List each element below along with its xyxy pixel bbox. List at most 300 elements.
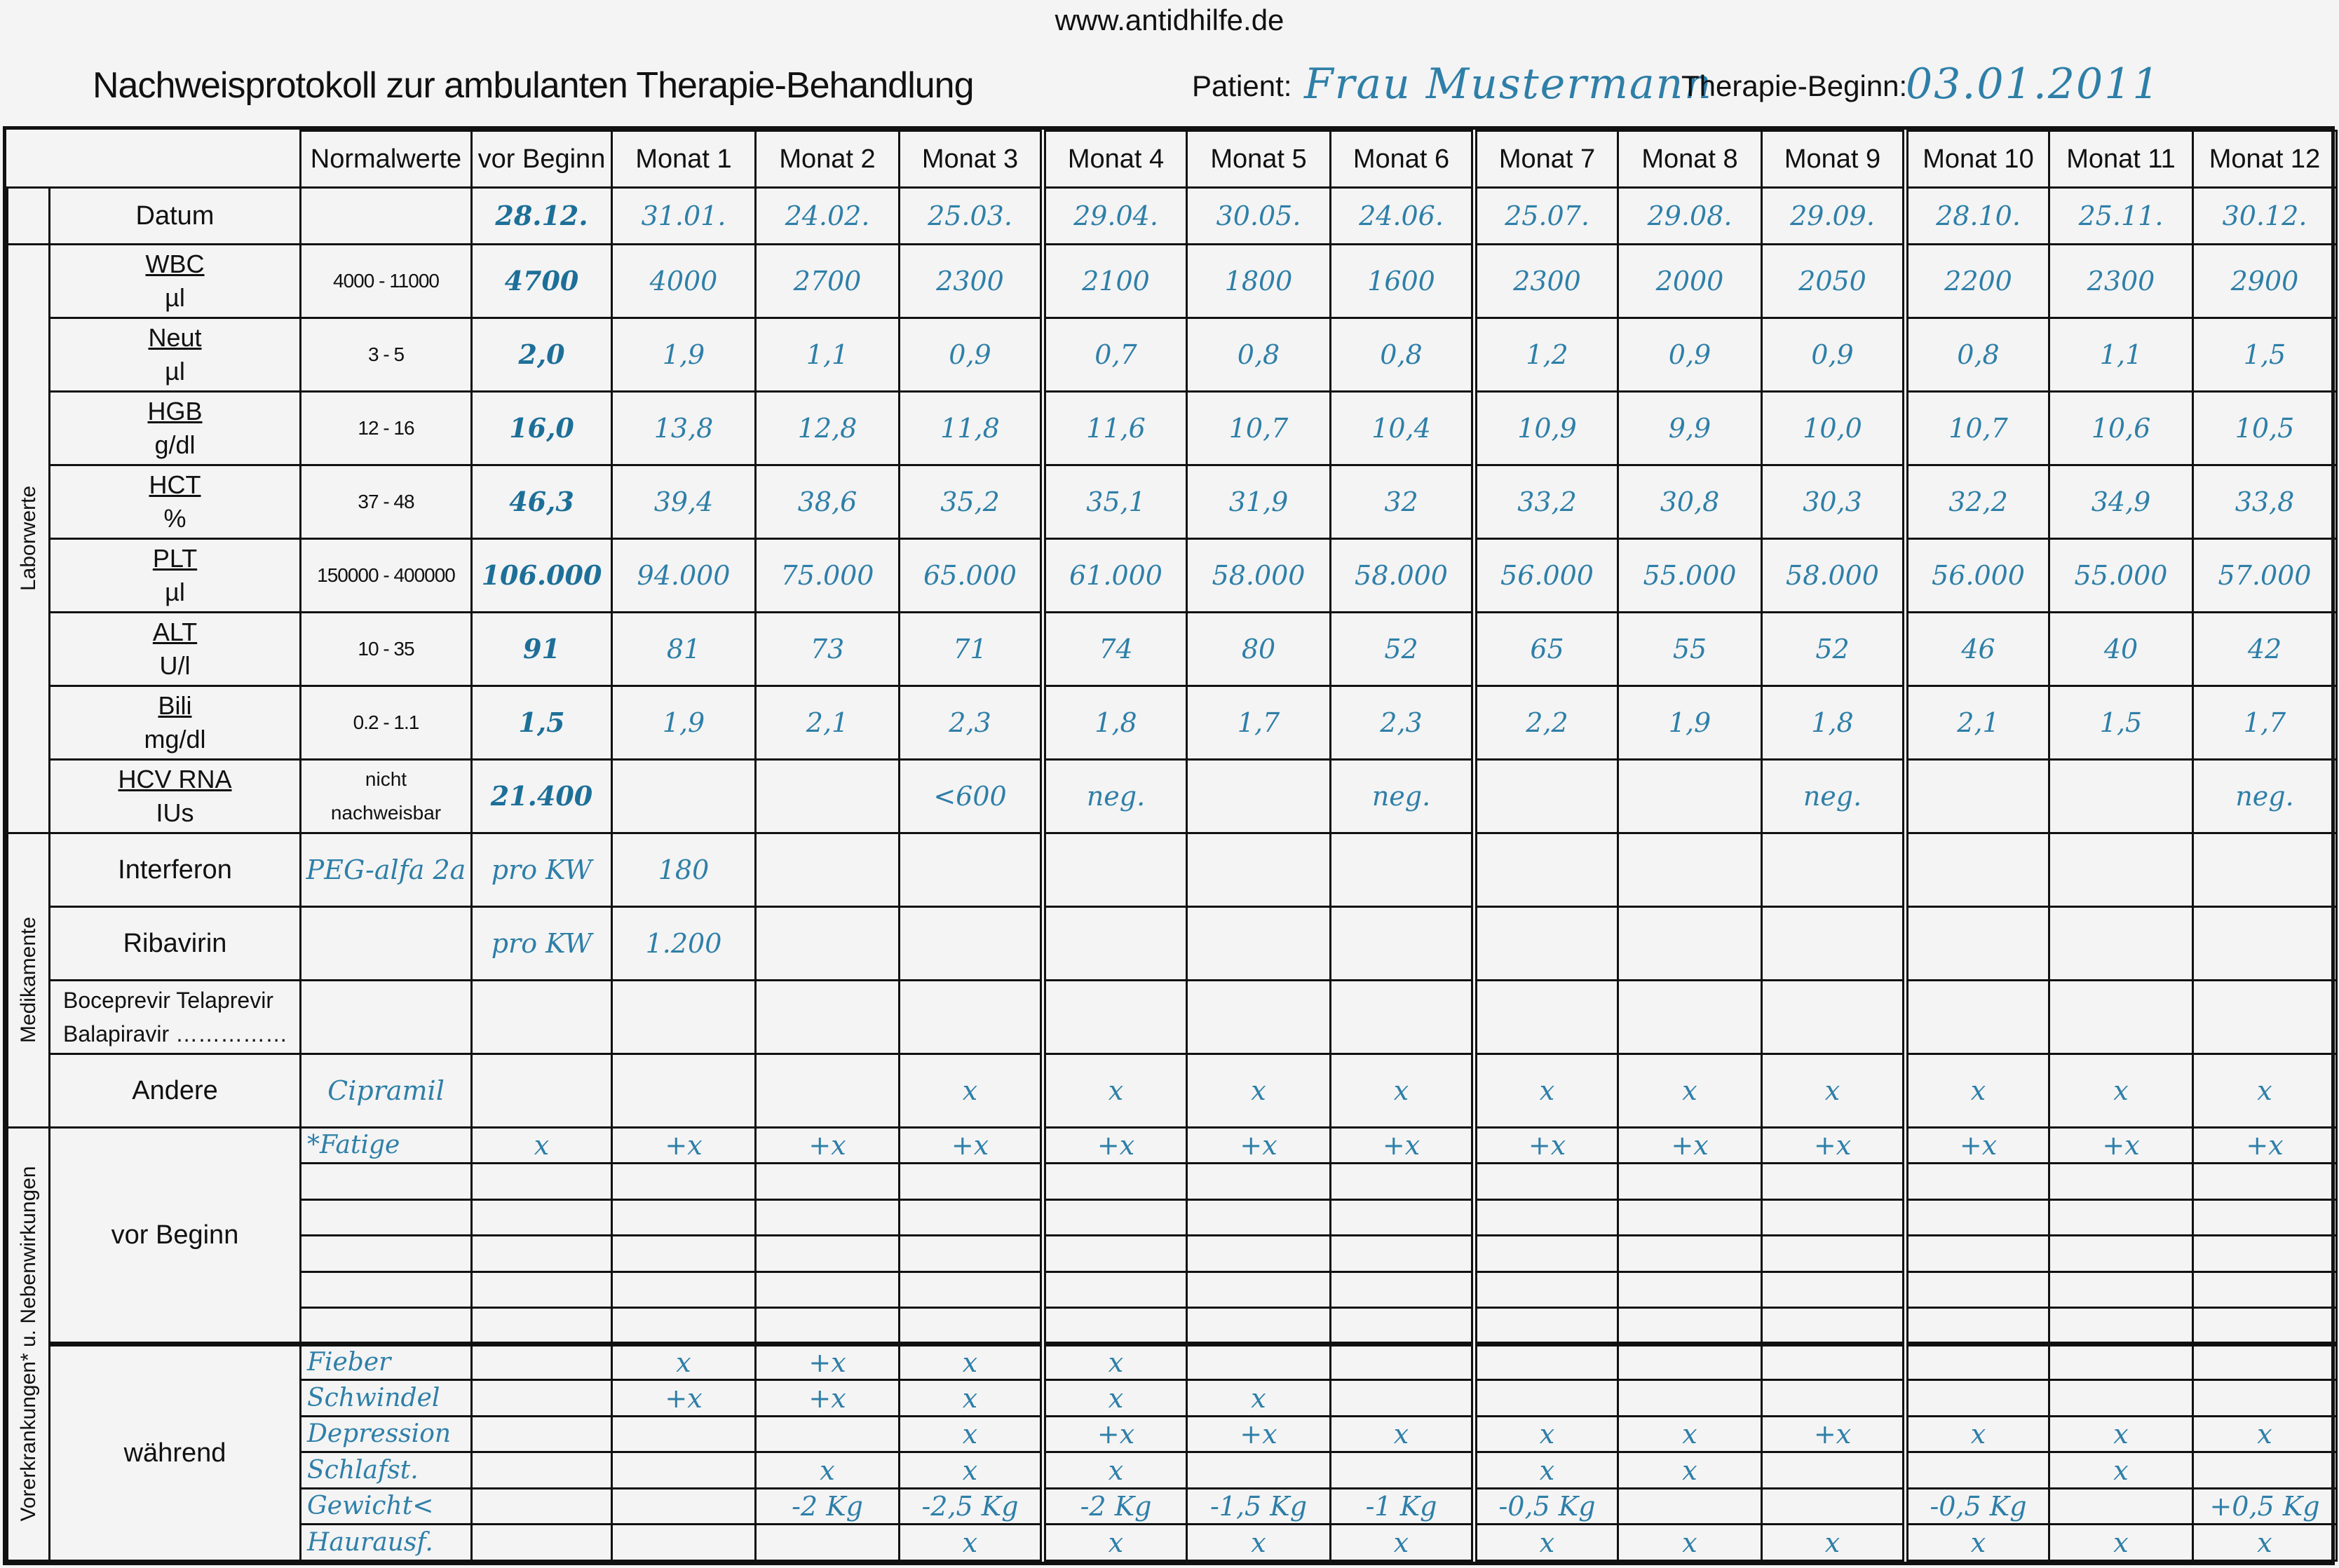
med-value-month-6[interactable] <box>1331 906 1474 980</box>
side-effect-month-1[interactable]: +x <box>612 1127 756 1164</box>
side-effect-month-7[interactable] <box>1474 1236 1618 1272</box>
side-effect-month-5[interactable] <box>1187 1308 1331 1344</box>
side-effect-month-9[interactable] <box>1762 1308 1906 1344</box>
med-value-month-10[interactable] <box>1906 833 2049 906</box>
side-effect-month-11[interactable] <box>2049 1236 2193 1272</box>
med-value-month-7[interactable] <box>1474 833 1618 906</box>
side-effect-vor-beginn[interactable] <box>472 1416 612 1452</box>
med-value-month-10[interactable] <box>1906 906 2049 980</box>
med-value-month-8[interactable] <box>1618 833 1762 906</box>
med-value-month-12[interactable] <box>2193 833 2337 906</box>
med-value-month-7[interactable] <box>1474 980 1618 1054</box>
lab-value-month-4[interactable]: 0,7 <box>1043 318 1187 391</box>
lab-value-month-8[interactable] <box>1618 759 1762 833</box>
lab-value-month-4[interactable]: 11,6 <box>1043 391 1187 465</box>
side-effect-month-3[interactable]: x <box>900 1344 1043 1380</box>
side-effect-month-12[interactable] <box>2193 1236 2337 1272</box>
side-effect-vor-beginn[interactable]: x <box>472 1127 612 1164</box>
side-effect-month-10[interactable]: +x <box>1906 1127 2049 1164</box>
side-effect-month-9[interactable] <box>1762 1236 1906 1272</box>
datum-month-4[interactable]: 29.04. <box>1043 187 1187 244</box>
datum-vor-beginn[interactable]: 28.12. <box>472 187 612 244</box>
side-effect-month-6[interactable] <box>1331 1164 1474 1200</box>
side-effect-month-7[interactable]: x <box>1474 1452 1618 1489</box>
side-effect-month-4[interactable] <box>1043 1308 1187 1344</box>
lab-value-month-6[interactable]: 32 <box>1331 465 1474 538</box>
lab-value-month-1[interactable]: 94.000 <box>612 538 756 612</box>
side-effect-label[interactable] <box>301 1199 472 1236</box>
side-effect-label[interactable] <box>301 1272 472 1308</box>
side-effect-month-11[interactable] <box>2049 1164 2193 1200</box>
side-effect-month-6[interactable] <box>1331 1236 1474 1272</box>
side-effect-month-3[interactable] <box>900 1236 1043 1272</box>
side-effect-label[interactable]: Gewicht< <box>301 1488 472 1525</box>
lab-value-month-3[interactable]: 65.000 <box>900 538 1043 612</box>
side-effect-month-11[interactable]: x <box>2049 1416 2193 1452</box>
side-effect-month-9[interactable] <box>1762 1272 1906 1308</box>
side-effect-month-7[interactable] <box>1474 1344 1618 1380</box>
datum-month-1[interactable]: 31.01. <box>612 187 756 244</box>
side-effect-month-1[interactable] <box>612 1416 756 1452</box>
side-effect-month-7[interactable] <box>1474 1380 1618 1417</box>
lab-value-month-6[interactable]: 52 <box>1331 612 1474 686</box>
side-effect-vor-beginn[interactable] <box>472 1199 612 1236</box>
side-effect-month-6[interactable] <box>1331 1308 1474 1344</box>
side-effect-month-2[interactable] <box>756 1308 900 1344</box>
side-effect-month-9[interactable] <box>1762 1380 1906 1417</box>
lab-value-month-1[interactable]: 4000 <box>612 244 756 318</box>
lab-value-month-12[interactable]: 57.000 <box>2193 538 2337 612</box>
side-effect-month-8[interactable] <box>1618 1236 1762 1272</box>
lab-value-month-3[interactable]: 0,9 <box>900 318 1043 391</box>
lab-value-month-6[interactable]: 10,4 <box>1331 391 1474 465</box>
side-effect-month-9[interactable] <box>1762 1452 1906 1489</box>
side-effect-month-10[interactable]: -0,5 Kg <box>1906 1488 2049 1525</box>
side-effect-vor-beginn[interactable] <box>472 1488 612 1525</box>
lab-value-month-7[interactable]: 1,2 <box>1474 318 1618 391</box>
side-effect-month-8[interactable]: x <box>1618 1416 1762 1452</box>
side-effect-month-5[interactable]: +x <box>1187 1127 1331 1164</box>
lab-value-month-12[interactable]: 42 <box>2193 612 2337 686</box>
lab-value-month-12[interactable]: 2900 <box>2193 244 2337 318</box>
side-effect-month-7[interactable]: x <box>1474 1525 1618 1561</box>
lab-value-month-7[interactable]: 33,2 <box>1474 465 1618 538</box>
side-effect-month-12[interactable] <box>2193 1164 2337 1200</box>
lab-value-month-12[interactable]: 1,5 <box>2193 318 2337 391</box>
med-vor-beginn[interactable]: pro KW <box>472 906 612 980</box>
lab-value-month-2[interactable]: 38,6 <box>756 465 900 538</box>
lab-value-month-12[interactable]: 33,8 <box>2193 465 2337 538</box>
med-value-month-3[interactable] <box>900 833 1043 906</box>
side-effect-month-3[interactable]: x <box>900 1452 1043 1489</box>
side-effect-month-4[interactable]: x <box>1043 1344 1187 1380</box>
lab-value-month-5[interactable]: 1,7 <box>1187 686 1331 759</box>
side-effect-month-11[interactable]: x <box>2049 1452 2193 1489</box>
lab-value-month-2[interactable]: 73 <box>756 612 900 686</box>
lab-value-month-10[interactable]: 56.000 <box>1906 538 2049 612</box>
side-effect-month-2[interactable] <box>756 1525 900 1561</box>
side-effect-month-11[interactable] <box>2049 1380 2193 1417</box>
lab-value-month-2[interactable]: 1,1 <box>756 318 900 391</box>
med-value-month-11[interactable] <box>2049 833 2193 906</box>
side-effect-month-6[interactable]: +x <box>1331 1127 1474 1164</box>
side-effect-month-10[interactable] <box>1906 1452 2049 1489</box>
med-value-month-2[interactable] <box>756 980 900 1054</box>
side-effect-month-12[interactable] <box>2193 1308 2337 1344</box>
side-effect-month-9[interactable]: +x <box>1762 1416 1906 1452</box>
side-effect-month-6[interactable] <box>1331 1272 1474 1308</box>
side-effect-month-5[interactable] <box>1187 1164 1331 1200</box>
lab-value-month-10[interactable]: 32,2 <box>1906 465 2049 538</box>
lab-value-month-9[interactable]: neg. <box>1762 759 1906 833</box>
datum-month-2[interactable]: 24.02. <box>756 187 900 244</box>
med-value-month-8[interactable]: x <box>1618 1054 1762 1127</box>
side-effect-month-6[interactable] <box>1331 1380 1474 1417</box>
side-effect-month-7[interactable]: +x <box>1474 1127 1618 1164</box>
side-effect-month-4[interactable] <box>1043 1164 1187 1200</box>
med-value-month-8[interactable] <box>1618 980 1762 1054</box>
side-effect-month-1[interactable] <box>612 1488 756 1525</box>
lab-value-month-5[interactable]: 58.000 <box>1187 538 1331 612</box>
side-effect-month-7[interactable] <box>1474 1164 1618 1200</box>
med-value-month-4[interactable] <box>1043 980 1187 1054</box>
lab-value-month-9[interactable]: 10,0 <box>1762 391 1906 465</box>
datum-month-9[interactable]: 29.09. <box>1762 187 1906 244</box>
med-value-month-4[interactable]: x <box>1043 1054 1187 1127</box>
lab-value-month-8[interactable]: 30,8 <box>1618 465 1762 538</box>
side-effect-month-5[interactable]: -1,5 Kg <box>1187 1488 1331 1525</box>
side-effect-month-8[interactable] <box>1618 1488 1762 1525</box>
med-value-month-9[interactable]: x <box>1762 1054 1906 1127</box>
side-effect-label[interactable] <box>301 1308 472 1344</box>
side-effect-month-2[interactable]: -2 Kg <box>756 1488 900 1525</box>
lab-value-month-9[interactable]: 52 <box>1762 612 1906 686</box>
lab-value-month-10[interactable]: 2,1 <box>1906 686 2049 759</box>
side-effect-month-1[interactable]: +x <box>612 1380 756 1417</box>
side-effect-label[interactable] <box>301 1236 472 1272</box>
side-effect-month-7[interactable] <box>1474 1199 1618 1236</box>
side-effect-month-5[interactable] <box>1187 1272 1331 1308</box>
side-effect-month-10[interactable] <box>1906 1272 2049 1308</box>
side-effect-month-4[interactable]: x <box>1043 1380 1187 1417</box>
lab-value-month-12[interactable]: 10,5 <box>2193 391 2337 465</box>
side-effect-month-2[interactable]: +x <box>756 1344 900 1380</box>
side-effect-label[interactable]: Fieber <box>301 1344 472 1380</box>
lab-vor-beginn[interactable]: 91 <box>472 612 612 686</box>
side-effect-month-2[interactable]: x <box>756 1452 900 1489</box>
lab-value-month-9[interactable]: 58.000 <box>1762 538 1906 612</box>
lab-value-month-5[interactable] <box>1187 759 1331 833</box>
med-value-month-11[interactable] <box>2049 906 2193 980</box>
side-effect-month-3[interactable] <box>900 1272 1043 1308</box>
lab-value-month-3[interactable]: 35,2 <box>900 465 1043 538</box>
lab-value-month-1[interactable]: 1,9 <box>612 318 756 391</box>
med-value-month-7[interactable] <box>1474 906 1618 980</box>
side-effect-month-3[interactable]: +x <box>900 1127 1043 1164</box>
datum-month-11[interactable]: 25.11. <box>2049 187 2193 244</box>
lab-value-month-4[interactable]: 2100 <box>1043 244 1187 318</box>
med-value-month-2[interactable] <box>756 906 900 980</box>
side-effect-month-3[interactable] <box>900 1199 1043 1236</box>
side-effect-label[interactable] <box>301 1164 472 1200</box>
lab-value-month-6[interactable]: 1600 <box>1331 244 1474 318</box>
lab-value-month-9[interactable]: 30,3 <box>1762 465 1906 538</box>
med-vor-beginn[interactable] <box>472 980 612 1054</box>
med-value-month-11[interactable]: x <box>2049 1054 2193 1127</box>
lab-value-month-6[interactable]: 2,3 <box>1331 686 1474 759</box>
side-effect-month-1[interactable] <box>612 1164 756 1200</box>
side-effect-month-5[interactable]: x <box>1187 1380 1331 1417</box>
side-effect-month-5[interactable] <box>1187 1199 1331 1236</box>
lab-value-month-2[interactable]: 75.000 <box>756 538 900 612</box>
side-effect-month-4[interactable]: -2 Kg <box>1043 1488 1187 1525</box>
side-effect-month-7[interactable]: -0,5 Kg <box>1474 1488 1618 1525</box>
side-effect-month-5[interactable]: x <box>1187 1525 1331 1561</box>
side-effect-month-3[interactable]: x <box>900 1416 1043 1452</box>
med-value-month-1[interactable] <box>612 980 756 1054</box>
lab-value-month-6[interactable]: 58.000 <box>1331 538 1474 612</box>
lab-value-month-8[interactable]: 2000 <box>1618 244 1762 318</box>
side-effect-label[interactable]: Schlafst. <box>301 1452 472 1489</box>
side-effect-month-7[interactable] <box>1474 1308 1618 1344</box>
side-effect-label[interactable]: Depression <box>301 1416 472 1452</box>
med-value-month-12[interactable] <box>2193 980 2337 1054</box>
side-effect-month-1[interactable] <box>612 1272 756 1308</box>
med-value-month-2[interactable] <box>756 833 900 906</box>
lab-value-month-3[interactable]: 11,8 <box>900 391 1043 465</box>
med-value-month-5[interactable] <box>1187 906 1331 980</box>
side-effect-month-10[interactable] <box>1906 1164 2049 1200</box>
side-effect-month-11[interactable] <box>2049 1272 2193 1308</box>
side-effect-month-12[interactable] <box>2193 1380 2337 1417</box>
lab-vor-beginn[interactable]: 4700 <box>472 244 612 318</box>
med-value-month-6[interactable] <box>1331 980 1474 1054</box>
lab-value-month-2[interactable]: 2700 <box>756 244 900 318</box>
side-effect-month-9[interactable] <box>1762 1164 1906 1200</box>
side-effect-vor-beginn[interactable] <box>472 1272 612 1308</box>
side-effect-month-3[interactable]: -2,5 Kg <box>900 1488 1043 1525</box>
med-value-month-5[interactable] <box>1187 833 1331 906</box>
lab-value-month-11[interactable]: 55.000 <box>2049 538 2193 612</box>
side-effect-month-1[interactable] <box>612 1525 756 1561</box>
side-effect-month-8[interactable] <box>1618 1199 1762 1236</box>
lab-value-month-1[interactable]: 1,9 <box>612 686 756 759</box>
side-effect-month-12[interactable]: x <box>2193 1525 2337 1561</box>
lab-value-month-3[interactable]: 71 <box>900 612 1043 686</box>
side-effect-vor-beginn[interactable] <box>472 1525 612 1561</box>
side-effect-month-4[interactable]: x <box>1043 1452 1187 1489</box>
lab-value-month-7[interactable]: 65 <box>1474 612 1618 686</box>
lab-value-month-5[interactable]: 10,7 <box>1187 391 1331 465</box>
side-effect-month-6[interactable]: x <box>1331 1416 1474 1452</box>
lab-value-month-10[interactable]: 0,8 <box>1906 318 2049 391</box>
lab-value-month-1[interactable]: 13,8 <box>612 391 756 465</box>
lab-vor-beginn[interactable]: 1,5 <box>472 686 612 759</box>
lab-value-month-7[interactable]: 2300 <box>1474 244 1618 318</box>
side-effect-month-2[interactable]: +x <box>756 1127 900 1164</box>
lab-value-month-5[interactable]: 80 <box>1187 612 1331 686</box>
side-effect-month-6[interactable]: -1 Kg <box>1331 1488 1474 1525</box>
side-effect-month-4[interactable]: +x <box>1043 1127 1187 1164</box>
lab-value-month-8[interactable]: 55 <box>1618 612 1762 686</box>
datum-month-12[interactable]: 30.12. <box>2193 187 2337 244</box>
lab-value-month-7[interactable]: 56.000 <box>1474 538 1618 612</box>
lab-value-month-6[interactable]: neg. <box>1331 759 1474 833</box>
lab-value-month-7[interactable] <box>1474 759 1618 833</box>
side-effect-month-1[interactable] <box>612 1452 756 1489</box>
side-effect-label[interactable]: Haurausf. <box>301 1525 472 1561</box>
datum-month-3[interactable]: 25.03. <box>900 187 1043 244</box>
side-effect-vor-beginn[interactable] <box>472 1164 612 1200</box>
lab-value-month-4[interactable]: 35,1 <box>1043 465 1187 538</box>
lab-value-month-6[interactable]: 0,8 <box>1331 318 1474 391</box>
lab-vor-beginn[interactable]: 106.000 <box>472 538 612 612</box>
med-value-month-12[interactable] <box>2193 906 2337 980</box>
side-effect-label[interactable]: Schwindel <box>301 1380 472 1417</box>
lab-vor-beginn[interactable]: 46,3 <box>472 465 612 538</box>
side-effect-month-2[interactable] <box>756 1272 900 1308</box>
side-effect-label[interactable]: *Fatige <box>301 1127 472 1164</box>
side-effect-month-11[interactable]: +x <box>2049 1127 2193 1164</box>
side-effect-month-11[interactable] <box>2049 1308 2193 1344</box>
site-url[interactable]: www.antidhilfe.de <box>1055 4 1284 36</box>
lab-value-month-4[interactable]: 1,8 <box>1043 686 1187 759</box>
lab-value-month-12[interactable]: neg. <box>2193 759 2337 833</box>
side-effect-month-11[interactable] <box>2049 1344 2193 1380</box>
side-effect-month-6[interactable]: x <box>1331 1525 1474 1561</box>
lab-value-month-11[interactable]: 1,1 <box>2049 318 2193 391</box>
side-effect-month-8[interactable]: +x <box>1618 1127 1762 1164</box>
side-effect-month-4[interactable]: x <box>1043 1525 1187 1561</box>
lab-vor-beginn[interactable]: 21.400 <box>472 759 612 833</box>
side-effect-month-2[interactable] <box>756 1416 900 1452</box>
med-value-month-10[interactable] <box>1906 980 2049 1054</box>
lab-value-month-3[interactable]: <600 <box>900 759 1043 833</box>
side-effect-vor-beginn[interactable] <box>472 1452 612 1489</box>
side-effect-month-8[interactable] <box>1618 1308 1762 1344</box>
side-effect-month-9[interactable]: +x <box>1762 1127 1906 1164</box>
lab-value-month-2[interactable]: 12,8 <box>756 391 900 465</box>
side-effect-month-10[interactable] <box>1906 1308 2049 1344</box>
side-effect-month-4[interactable] <box>1043 1199 1187 1236</box>
side-effect-month-1[interactable] <box>612 1199 756 1236</box>
side-effect-month-3[interactable] <box>900 1308 1043 1344</box>
med-vor-beginn[interactable]: pro KW <box>472 833 612 906</box>
med-value-month-2[interactable] <box>756 1054 900 1127</box>
side-effect-month-1[interactable] <box>612 1236 756 1272</box>
med-value-month-7[interactable]: x <box>1474 1054 1618 1127</box>
med-value-month-6[interactable] <box>1331 833 1474 906</box>
lab-value-month-9[interactable]: 2050 <box>1762 244 1906 318</box>
med-value-month-3[interactable] <box>900 906 1043 980</box>
side-effect-month-2[interactable]: +x <box>756 1380 900 1417</box>
side-effect-month-8[interactable]: x <box>1618 1525 1762 1561</box>
side-effect-month-1[interactable]: x <box>612 1344 756 1380</box>
lab-value-month-11[interactable]: 34,9 <box>2049 465 2193 538</box>
side-effect-month-12[interactable]: +0,5 Kg <box>2193 1488 2337 1525</box>
side-effect-month-9[interactable] <box>1762 1199 1906 1236</box>
side-effect-month-4[interactable] <box>1043 1236 1187 1272</box>
med-value-month-6[interactable]: x <box>1331 1054 1474 1127</box>
lab-value-month-3[interactable]: 2,3 <box>900 686 1043 759</box>
side-effect-month-10[interactable] <box>1906 1236 2049 1272</box>
med-value-month-3[interactable]: x <box>900 1054 1043 1127</box>
side-effect-month-6[interactable] <box>1331 1199 1474 1236</box>
lab-value-month-8[interactable]: 55.000 <box>1618 538 1762 612</box>
med-value-month-1[interactable]: 1.200 <box>612 906 756 980</box>
side-effect-month-12[interactable] <box>2193 1272 2337 1308</box>
side-effect-month-12[interactable]: +x <box>2193 1127 2337 1164</box>
side-effect-month-12[interactable] <box>2193 1199 2337 1236</box>
side-effect-month-10[interactable] <box>1906 1344 2049 1380</box>
side-effect-month-1[interactable] <box>612 1308 756 1344</box>
side-effect-month-4[interactable]: +x <box>1043 1416 1187 1452</box>
med-value-month-5[interactable] <box>1187 980 1331 1054</box>
side-effect-month-12[interactable] <box>2193 1344 2337 1380</box>
side-effect-month-2[interactable] <box>756 1164 900 1200</box>
lab-value-month-11[interactable]: 40 <box>2049 612 2193 686</box>
lab-value-month-11[interactable]: 2300 <box>2049 244 2193 318</box>
side-effect-month-6[interactable] <box>1331 1452 1474 1489</box>
side-effect-month-7[interactable] <box>1474 1272 1618 1308</box>
med-value-month-4[interactable] <box>1043 906 1187 980</box>
lab-value-month-10[interactable]: 46 <box>1906 612 2049 686</box>
med-value-month-4[interactable] <box>1043 833 1187 906</box>
side-effect-month-4[interactable] <box>1043 1272 1187 1308</box>
lab-value-month-5[interactable]: 1800 <box>1187 244 1331 318</box>
side-effect-month-9[interactable]: x <box>1762 1525 1906 1561</box>
side-effect-month-5[interactable] <box>1187 1236 1331 1272</box>
lab-value-month-7[interactable]: 2,2 <box>1474 686 1618 759</box>
med-value-month-3[interactable] <box>900 980 1043 1054</box>
side-effect-vor-beginn[interactable] <box>472 1236 612 1272</box>
side-effect-month-8[interactable] <box>1618 1164 1762 1200</box>
lab-value-month-2[interactable]: 2,1 <box>756 686 900 759</box>
lab-value-month-9[interactable]: 1,8 <box>1762 686 1906 759</box>
side-effect-month-10[interactable] <box>1906 1199 2049 1236</box>
datum-month-5[interactable]: 30.05. <box>1187 187 1331 244</box>
lab-value-month-11[interactable] <box>2049 759 2193 833</box>
side-effect-vor-beginn[interactable] <box>472 1308 612 1344</box>
side-effect-vor-beginn[interactable] <box>472 1380 612 1417</box>
lab-value-month-9[interactable]: 0,9 <box>1762 318 1906 391</box>
lab-value-month-4[interactable]: 74 <box>1043 612 1187 686</box>
side-effect-month-9[interactable] <box>1762 1344 1906 1380</box>
side-effect-month-8[interactable] <box>1618 1380 1762 1417</box>
med-normal[interactable] <box>301 980 472 1054</box>
datum-month-10[interactable]: 28.10. <box>1906 187 2049 244</box>
datum-month-8[interactable]: 29.08. <box>1618 187 1762 244</box>
side-effect-month-11[interactable]: x <box>2049 1525 2193 1561</box>
lab-value-month-8[interactable]: 0,9 <box>1618 318 1762 391</box>
side-effect-month-10[interactable]: x <box>1906 1416 2049 1452</box>
lab-value-month-11[interactable]: 1,5 <box>2049 686 2193 759</box>
med-value-month-9[interactable] <box>1762 906 1906 980</box>
lab-value-month-5[interactable]: 0,8 <box>1187 318 1331 391</box>
side-effect-month-12[interactable]: x <box>2193 1416 2337 1452</box>
side-effect-month-11[interactable] <box>2049 1488 2193 1525</box>
side-effect-vor-beginn[interactable] <box>472 1344 612 1380</box>
lab-value-month-8[interactable]: 1,9 <box>1618 686 1762 759</box>
side-effect-month-5[interactable] <box>1187 1452 1331 1489</box>
side-effect-month-12[interactable] <box>2193 1452 2337 1489</box>
side-effect-month-5[interactable]: +x <box>1187 1416 1331 1452</box>
side-effect-month-9[interactable] <box>1762 1488 1906 1525</box>
side-effect-month-2[interactable] <box>756 1236 900 1272</box>
side-effect-month-7[interactable]: x <box>1474 1416 1618 1452</box>
lab-vor-beginn[interactable]: 16,0 <box>472 391 612 465</box>
side-effect-month-10[interactable] <box>1906 1380 2049 1417</box>
